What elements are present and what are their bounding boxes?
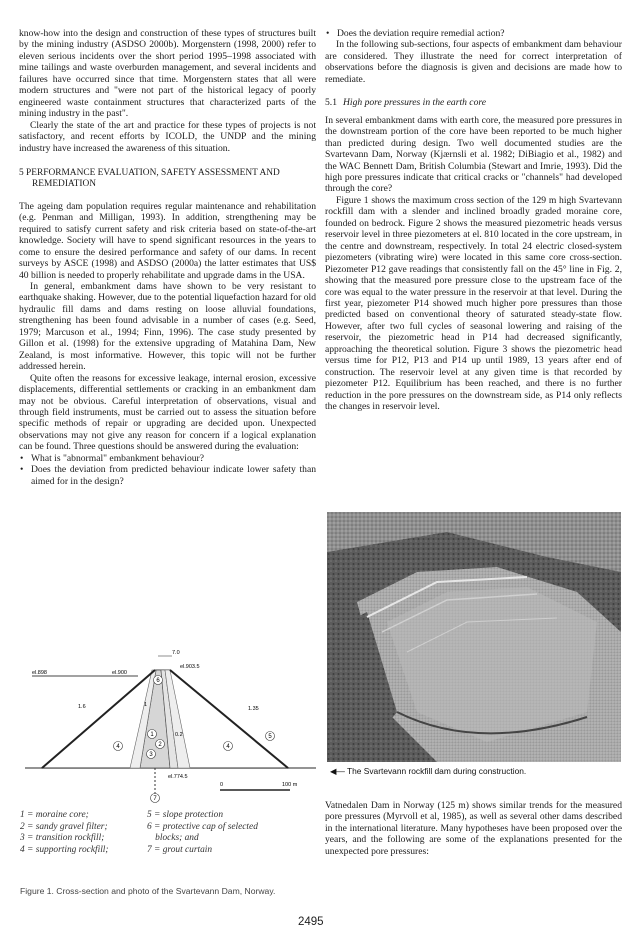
elevation-label: el.903.5 [180, 664, 200, 670]
zone-marker: 5 [268, 734, 272, 740]
paragraph: The ageing dam population requires regular maintenance and rehabilitation (e.g. Penman and Milligan, 1993). In addition, strengthening may be required to satisfy current safety and risk criteria based on state-of-the-art knowledge. Society will have to spend significant resources in the years to come to ensure the desired performance and safety of our dams. In recent surveys by ASCE (1998) and ASDSO (2000a) the latter estimates that US$ 40 billion is needed to properly rehabilitate and upgrade dams in the USA. [19, 200, 316, 281]
photo-caption [330, 766, 526, 776]
paragraph: In general, embankment dams have shown to be very resistant to earthquake shaking. However, due to the potential liquefaction hazard for old hydraulic fill dams and dams resting on loose alluvial foundations, strengthening has been found advisable in a number of cases (e.g. Seed, 1979; Marcuson et al., 1994; Finn, 1996). The case study presented by Gillon et al. (1998) for the extensive upgrading of Matahina Dam, New Zealand, is most informative. However, this topic will not be further addressed herein. [19, 280, 316, 373]
list-item: • What is "abnormal" embankment behaviour? [31, 453, 316, 464]
scale-label: 0 [220, 782, 224, 788]
scale-label: 100 m [282, 782, 298, 788]
bullet-list [325, 28, 622, 39]
paragraph: Figure 1 shows the maximum cross section of the 129 m high Svartevann rockfill dam with a slender and inclined broadly graded moraine core, founded on bedrock. Figure 2 shows the measured piezometric heads versus reservoir level in three piezometers at el. 810 located in the core upstream, in the centre and downstream, respectively. In total 24 electric closed-system piezometers (vibrating wire) were located in this same core cross-section. Piezometer P12 gave readings that consistently fall on the 45° line in Fig. 2, showing that the measured pore pressure close to the upstream face of the core was equal to the water pressure in the reservoir at that level. During the first year, piezometer P14 showed much higher pore pressures than those predicted based on conventional theory of saturated steady-state flow. However, after two full cycles of seasonal lowering and raising of the reservoir, the piezometric head in P14 had decreased significantly, approaching the theoretical solution. Figure 3 shows the piezometric head versus time for P12, P13 and P14 up until 1989, 13 years after end of construction. The reservoir level at any given time is that recorded by piezometer P12. Equilibrium has been reached, and there is no further reduction in the pore pressures on the downstream side, as P14 only reflects the changes in reservoir level. [325, 194, 622, 413]
bullet-list [19, 453, 316, 487]
dam-cross-section [20, 648, 320, 806]
paragraph: know-how into the design and construction of these types of structures built by the mining industry (ASDSO 2000b). Morgenstern (1998, 2000) refer to eleven serious incidents over the short period 1995–1998 associated with mine tailings and waste overburden management, and several incidents and failures have occurred since that time. Morgenstern states that all were modern structures and "were not part of the historical legacy of poorly engineered waste containment structures that characterized parts of the mining industry in the past". [19, 28, 316, 120]
slope-label: 0.2 [175, 732, 183, 738]
legend-row [20, 833, 320, 845]
right-column-lower [325, 800, 622, 857]
zone-marker: 6 [156, 678, 160, 684]
dam-photo [327, 512, 621, 762]
legend-entry: 3 = transition rockfill; [20, 833, 105, 844]
legend-entry: 7 = grout curtain [147, 844, 213, 855]
paragraph: Vatnedalen Dam in Norway (125 m) shows similar trends for the measured pore pressures (Myrvoll et al, 1985), as well as several other dams described in the international literature. Many hypotheses have been proposed over the years, and the following are some of the explanations presented for the unexpected pore pressures: [325, 800, 622, 857]
subsection-number: 5.1 [325, 97, 337, 109]
figure-legend [20, 810, 320, 856]
elevation-label: el.774.5 [168, 774, 188, 780]
slope-label: 1.35 [248, 706, 259, 712]
legend-entry: 5 = slope protection [147, 810, 224, 820]
list-item: • Does the deviation require remedial action? [337, 28, 622, 39]
elevation-label: el.900 [112, 670, 127, 676]
photo-caption-arrow-icon: ◀— [330, 766, 345, 776]
legend-entry: 1 = moraine core; [20, 810, 89, 820]
slope-label: 1.6 [78, 704, 86, 710]
figure-caption: Figure 1. Cross-section and photo of the Svartevann Dam, Norway. [20, 886, 276, 896]
list-item: • Does the deviation from predicted behaviour indicate lower safety than aimed for in the design? [31, 464, 316, 487]
section-heading: 5 PERFORMANCE EVALUATION, SAFETY ASSESSMENT AND REMEDIATION [19, 167, 280, 190]
legend-row [20, 822, 320, 834]
subsection-title: High pore pressures in the earth core [343, 97, 486, 109]
right-column [325, 28, 622, 413]
zone-marker: 3 [149, 752, 153, 758]
paragraph: Clearly the state of the art and practice for these types of projects is not satisfactory, and recent efforts by ICOLD, the UNDP and the mining industry have increased the awareness of this situation. [19, 119, 316, 154]
page-number: 2495 [298, 916, 324, 928]
legend-entry: blocks; and [155, 833, 199, 844]
elevation-label: el.898 [32, 670, 47, 676]
legend-row [20, 810, 320, 822]
left-column [19, 28, 316, 487]
zone-marker: 4 [116, 744, 120, 750]
paragraph: In the following sub-sections, four aspects of embankment dam behaviour are considered. They illustrate the need for correct interpretation of observations before the diagnosis is given and decisions are made how to remediate. [325, 39, 622, 85]
zone-marker: 2 [158, 742, 162, 748]
zone-marker: 1 [150, 732, 154, 738]
legend-entry: 6 = protective cap of selected [147, 821, 258, 832]
slope-label: 1 [144, 702, 148, 708]
photo-caption-text: The Svartevann rockfill dam during construction. [347, 766, 527, 776]
zone-marker: 4 [226, 744, 230, 750]
paragraph: Quite often the reasons for excessive leakage, internal erosion, excessive displacements, differential settlements or cracking in an embankment dam may not be obvious. Careful interpretation of observations, visual and through field instruments, must be carried out to assess the situation before specific methods of repair or upgrading are decided upon. Unexpected observations may not give any reason for concern if a logical explanation can be found. Three questions should be answered during the evaluation: [19, 372, 316, 453]
legend-entry: 2 = sandy gravel filter; [20, 821, 108, 832]
crest-width-label: 7.0 [172, 650, 180, 656]
legend-entry: 4 = supporting rockfill; [20, 844, 109, 855]
subsection-heading [325, 97, 622, 109]
legend-row [20, 845, 320, 857]
zone-marker: 7 [153, 796, 157, 802]
paragraph: In several embankment dams with earth core, the measured pore pressures in the downstream portion of the core have been reported to be much higher than predicted during design. Two well documented studies are the Svartevann Dam, Norway (Kjærnsli et al. 1982; DiBiagio et al., 1982) and the WAC Bennett Dam, British Columbia (Stewart and Imrie, 1993). Did the high pore pressures indicate that critical cracks or "channels" had developed through the core? [325, 114, 622, 195]
